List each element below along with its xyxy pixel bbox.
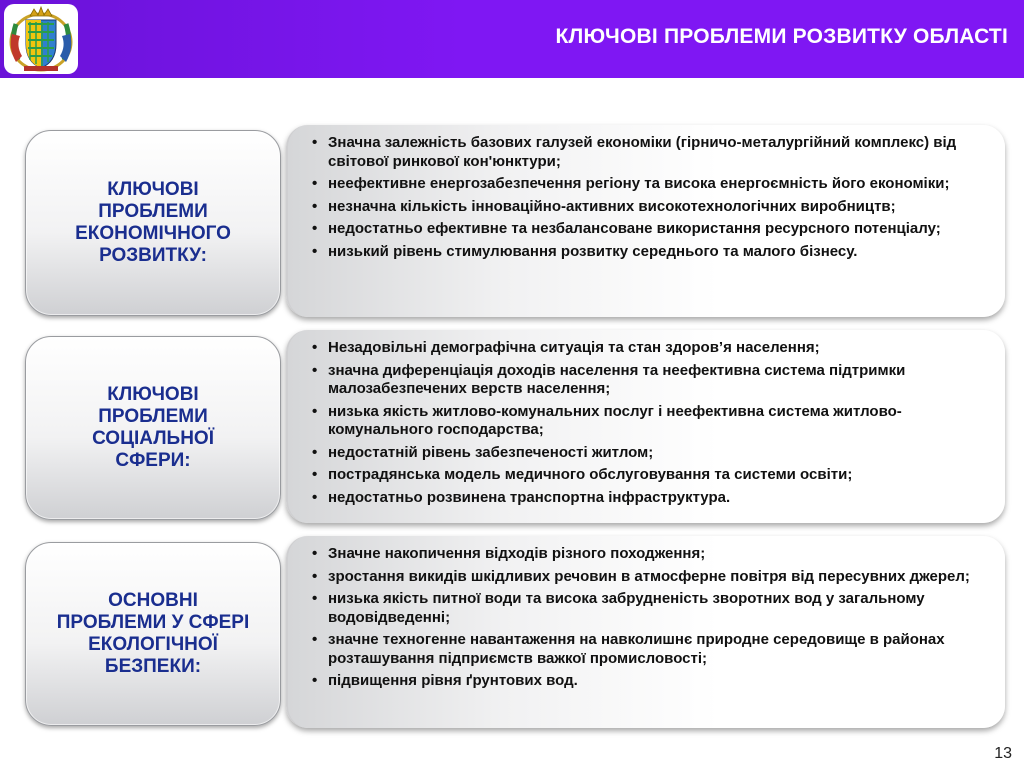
bullet-icon: • (312, 361, 318, 379)
bullet-icon: • (312, 402, 318, 420)
list-item: • значне техногенне навантаження на навколишнє природне середовище в районах розташування підприємств важкої промисловості; (312, 631, 945, 667)
bullet-icon: • (312, 567, 318, 585)
bullet-icon: • (312, 134, 318, 151)
list-item: • недостатній рівень забезпеченості житлом; (312, 443, 654, 461)
bullet-icon: • (312, 220, 318, 237)
section-label-economic (25, 130, 281, 316)
section-label-text: КЛЮЧОВІ ПРОБЛЕМИ ЕКОНОМІЧНОГО РОЗВИТКУ: (75, 179, 231, 266)
header-bar (0, 0, 1024, 78)
bullet-icon: • (312, 672, 318, 689)
panel-ecological (286, 536, 1005, 728)
list-item: • неефективне енергозабезпечення регіону та висока енергоємність його економіки; (312, 175, 950, 192)
list-item: • недостатньо ефективне та незбалансоване використання ресурсного потенціалу; (312, 220, 941, 237)
page-title: КЛЮЧОВІ ПРОБЛЕМИ РОЗВИТКУ ОБЛАСТІ (555, 25, 1008, 48)
list-item: • низький рівень стимулювання розвитку середнього та малого бізнесу. (312, 242, 858, 260)
bullet-icon: • (312, 242, 318, 260)
list-item: • значна диференціація доходів населення та неефективна система підтримки малозабезпечених верств населення; (312, 361, 906, 397)
bullet-icon: • (312, 466, 318, 483)
list-item: • незначна кількість інноваційно-активних високотехнологічних виробництв; (312, 197, 896, 215)
list-item: • Значна залежність базових галузей економіки (гірничо-металургійний комплекс) від світової ринкової кон'юнктури; (312, 134, 957, 170)
bullet-icon: • (312, 631, 318, 648)
list-item: • Незадовільні демографічна ситуація та стан здоров’я населення; (312, 339, 820, 356)
bullet-list (310, 134, 977, 265)
logo (4, 4, 78, 74)
list-item: • підвищення рівня ґрунтових вод. (312, 672, 578, 689)
page-number: 13 (994, 745, 1012, 762)
section-label-ecological (25, 542, 281, 726)
bullet-icon: • (312, 443, 318, 461)
list-item: • низька якість питної води та висока забрудненість зворотних вод у загальному водовідведенні; (312, 590, 925, 626)
list-item: • пострадянська модель медичного обслуговування та системи освіти; (312, 466, 853, 483)
section-label-social (25, 336, 281, 520)
list-item: • зростання викидів шкідливих речовин в атмосферне повітря від пересувних джерел; (312, 567, 970, 585)
bullet-icon: • (312, 175, 318, 192)
list-item: • низька якість житлово-комунальних послуг і неефективна система житлово-комунального господарства; (312, 402, 902, 438)
bullet-list (310, 545, 977, 695)
panel-economic (286, 125, 1005, 317)
list-item: • недостатньо розвинена транспортна інфраструктура. (312, 488, 731, 506)
bullet-icon: • (312, 545, 318, 562)
panel-social (286, 330, 1005, 523)
bullet-icon: • (312, 339, 318, 356)
coat-of-arms-icon (4, 4, 78, 74)
section-label-text: ОСНОВНІ ПРОБЛЕМИ У СФЕРІ ЕКОЛОГІЧНОЇ БЕЗПЕКИ: (56, 590, 250, 677)
bullet-icon: • (312, 197, 318, 215)
bullet-list (310, 339, 977, 511)
bullet-icon: • (312, 488, 318, 506)
bullet-icon: • (312, 590, 318, 607)
section-label-text: КЛЮЧОВІ ПРОБЛЕМИ СОЦІАЛЬНОЇ СФЕРИ: (92, 384, 214, 471)
list-item: • Значне накопичення відходів різного походження; (312, 545, 706, 562)
